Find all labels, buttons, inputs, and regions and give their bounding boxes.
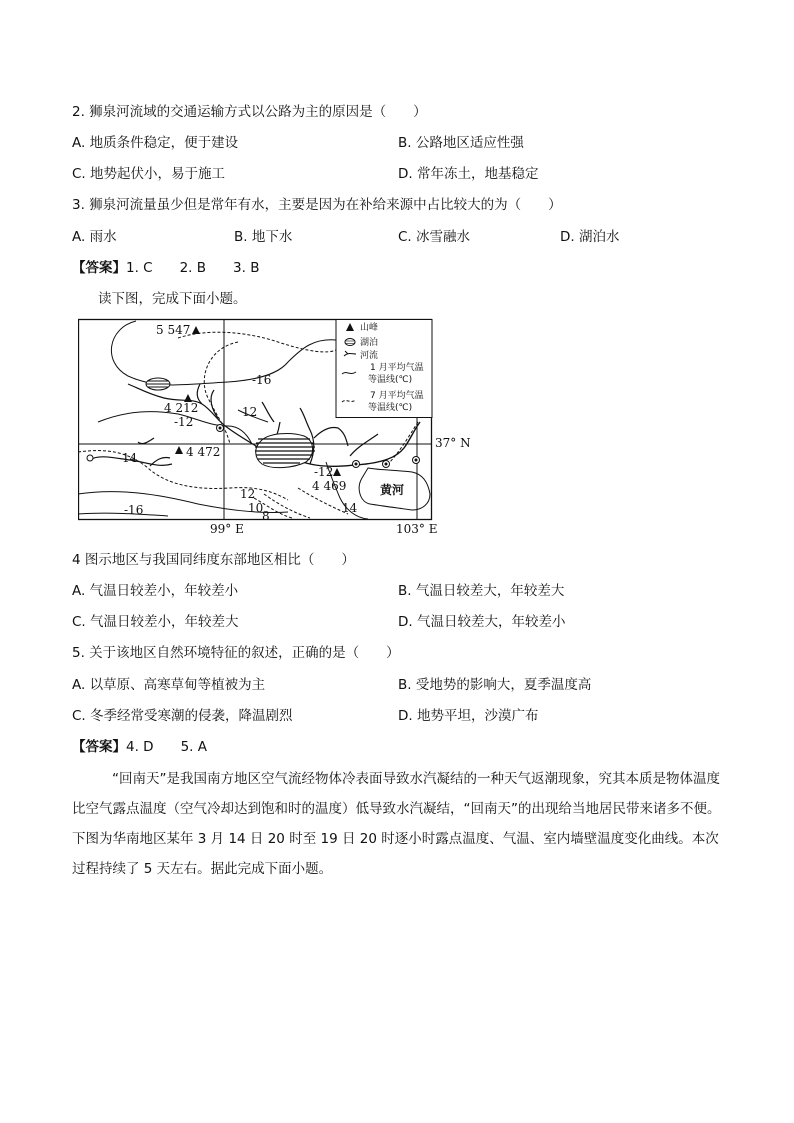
river [138,438,154,444]
question-3-stem: 3. 狮泉河流量虽少但是常年有水，主要是因为在补给来源中占比较大的为（ ） [72,197,562,213]
contour-map-figure [78,318,471,538]
longitude-label-99: 99° E [210,522,244,536]
question-2-option-b: B. 公路地区适应性强 [398,135,524,151]
answer-block-1 [72,258,259,278]
map-intro: 读下图，完成下面小题。 [98,291,247,307]
lake-qinghai [255,434,315,468]
longitude-label-103: 103° E [396,522,438,536]
question-3-option-c: C. 冰雪融水 [398,229,471,245]
question-5-option-c: C. 冬季经常受寒潮的侵袭，降温剧烈 [72,708,293,724]
legend-peak-label: 山峰 [360,323,379,333]
answer-label: 【答案】 [72,260,126,276]
question-4-option-c: C. 气温日较差小，年较差大 [72,614,239,630]
peak-marker [192,326,200,334]
question-5-option-b: B. 受地势的影响大，夏季温度高 [398,677,592,693]
contour-map [78,318,434,538]
legend-river-label: 河流 [360,351,379,361]
isotherm-label: 8 [262,509,270,523]
isotherm-label: 12 [242,405,258,419]
question-4-option-a: A. 气温日较差小，年较差小 [72,583,239,599]
question-4-option-d: D. 气温日较差大，年较差小 [398,614,566,630]
question-4-stem: 4 图示地区与我国同纬度东部地区相比（ ） [72,552,355,568]
answer-label: 【答案】 [72,739,126,755]
lake-small [146,378,170,390]
question-2-option-d: D. 常年冻土，地基稳定 [398,166,539,182]
isotherm-label: -16 [124,503,144,517]
question-5-option-a: A. 以草原、高寒草甸等植被为主 [72,677,266,693]
river [314,427,348,446]
question-3-option-b: B. 地下水 [234,229,293,245]
question-3-option-a: A. 雨水 [72,229,117,245]
river [262,402,274,422]
legend-jan-line1: 1 月平均气温 [370,363,424,373]
jan-isotherm [78,513,168,516]
question-3-option-d: D. 湖泊水 [560,229,620,245]
passage-paragraph: “回南天”是我国南方地区空气流经物体冷表面导致水汽凝结的一种天气返潮现象，究其本质是物体温度比空气露点温度（空气冷却达到饱和时的温度）低导致水汽凝结，“回南天”的出现给当地居民带来诸多不便。下图为华南地区某年 3 月 14 日 20 时至 19 日 20 时逐小时露点温度、气温、室内墙壁温度变化曲线。本次过程持续了 5 天左右。据此完成下面小题。 [72,771,721,877]
peak-label: 4 212 [164,401,199,415]
isotherm-label: 14 [122,451,138,465]
isotherm-label: 12 [240,487,256,501]
question-4-option-b: B. 气温日较差大，年较差大 [398,583,565,599]
peak-marker [333,468,341,476]
answer-text: 1. C 2. B 3. B [126,260,260,276]
isotherm-label: -12 [314,465,334,479]
question-2-option-a: A. 地质条件稳定，便于建设 [72,135,239,151]
answer-block-2 [72,737,207,757]
question-5-option-d: D. 地势平坦，沙漠广布 [398,708,539,724]
jul-isotherm [178,332,336,352]
peak-label: 4 472 [186,445,221,459]
question-5-stem: 5. 关于该地区自然环境特征的叙述，正确的是（ ） [72,645,400,661]
legend-jan-line2: 等温线(℃) [368,375,413,385]
isotherm-label: -16 [252,373,272,387]
question-2-option-c: C. 地势起伏小，易于施工 [72,166,226,182]
river [350,434,378,456]
isotherm-label: 10 [248,501,264,515]
peak-label: 5 547 [156,323,191,337]
legend-jul-line1: 7 月平均气温 [370,391,424,401]
jul-isotherm [264,494,310,518]
peak-label: 4 469 [312,479,347,493]
river-label-huanghe: 黄河 [380,483,405,497]
legend-lake-label: 湖泊 [360,338,379,348]
question-2-stem: 2. 狮泉河流域的交通运输方式以公路为主的原因是（ ） [72,104,427,120]
latitude-label: 37° N [435,436,471,450]
legend-jul-line2: 等温线(℃) [368,403,413,413]
peak-marker [175,446,183,454]
isotherm-label: 14 [342,501,358,515]
isotherm-label: -12 [174,415,194,429]
answer-text: 4. D 5. A [126,739,207,755]
